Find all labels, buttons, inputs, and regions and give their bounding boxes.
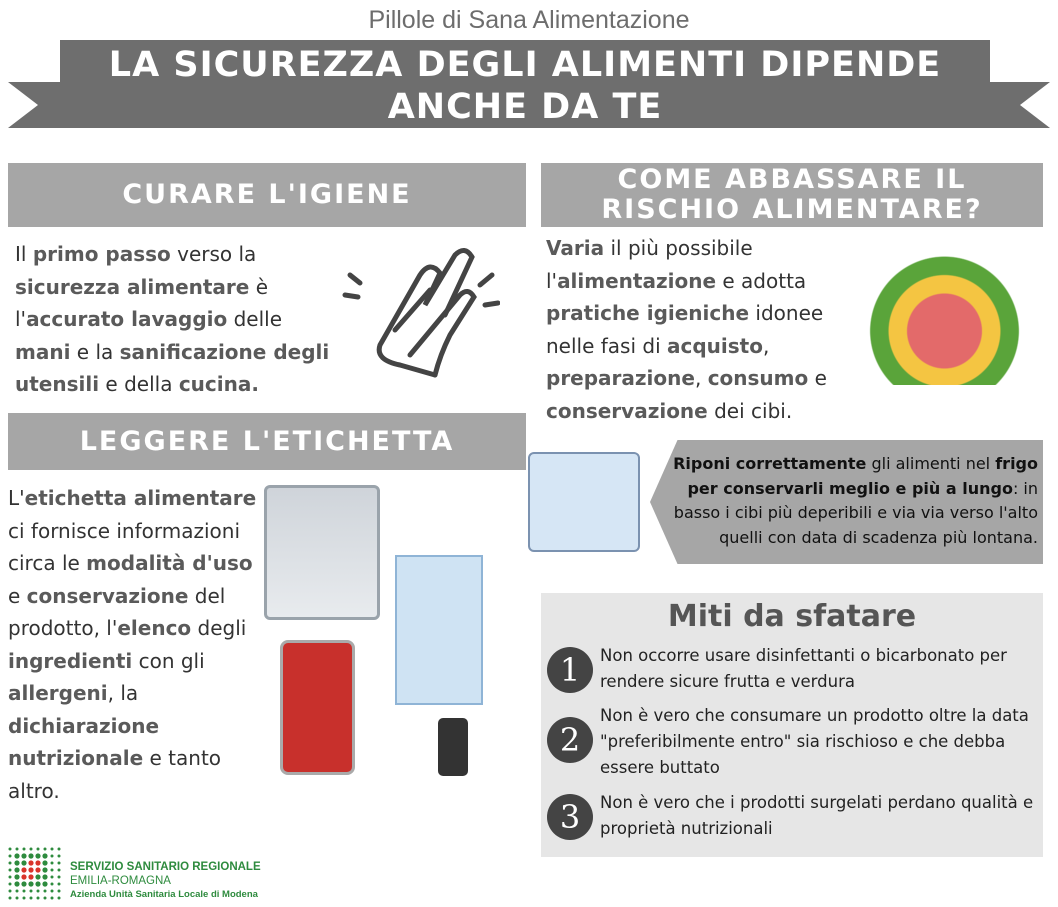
logo-dot [37, 848, 40, 851]
logo-dot [42, 881, 47, 886]
igiene-heading: CURARE L'IGIENE [8, 163, 526, 227]
text-segment: , [762, 333, 770, 358]
title-line-2: ANCHE DA TE [387, 87, 663, 127]
highlighted-text: etichetta alimentare [24, 486, 257, 510]
logo-dot [28, 881, 33, 886]
text-segment: , la [107, 681, 139, 705]
logo-dot [9, 855, 12, 858]
logo-dot [35, 874, 40, 879]
text-segment: Il [15, 242, 33, 266]
logo-dot [37, 890, 40, 893]
text-segment: gli alimenti nel [866, 454, 996, 473]
logo-dot [30, 897, 33, 900]
highlighted-text: Riponi correttamente [673, 454, 867, 473]
logo-dot [44, 897, 47, 900]
text-segment: verso la [170, 242, 257, 266]
myth-number: 3 [547, 794, 593, 840]
text-segment: e [8, 583, 27, 608]
etichetta-heading: LEGGERE L'ETICHETTA [8, 413, 526, 470]
logo-dot [58, 883, 61, 886]
highlighted-text: conservazione [546, 398, 708, 423]
fridge-tip-text [658, 452, 1038, 550]
supermarket-shelf-illustration [264, 485, 380, 620]
highlighted-text: allergeni [8, 681, 108, 705]
logo-dot [58, 890, 61, 893]
logo-dot [16, 897, 19, 900]
logo-dot [51, 848, 54, 851]
logo-dot [42, 853, 47, 858]
logo-dot [21, 853, 26, 858]
phone-qr-illustration [438, 718, 468, 776]
logo-dot [30, 890, 33, 893]
subtitle: Pillole di Sana Alimentazione [368, 6, 690, 34]
ssr-logo [6, 845, 276, 903]
rischio-heading-line-1: COME ABBASSARE IL [617, 164, 967, 195]
logo-dot [58, 855, 61, 858]
logo-dot [44, 890, 47, 893]
myth-text: Non occorre usare disinfettanti o bicarbonato per rendere sicure frutta e verdura [600, 646, 1007, 691]
logo-dot [35, 867, 40, 872]
logo-dot [28, 853, 33, 858]
highlighted-text: accurato lavaggio [26, 307, 228, 331]
logo-dot [28, 874, 33, 879]
highlighted-text: sanificazione degli utensili [15, 339, 330, 396]
logo-dot [51, 890, 54, 893]
logo-dot [14, 881, 19, 886]
logo-dot [58, 862, 61, 865]
logo-dot [23, 890, 26, 893]
logo-dot [51, 883, 54, 886]
rischio-heading-line-2: RISCHIO ALIMENTARE? [601, 194, 983, 225]
logo-dot [9, 890, 12, 893]
logo-dot [58, 869, 61, 872]
logo-dot [51, 862, 54, 865]
highlighted-text: consumo [707, 366, 809, 390]
logo-dot [51, 869, 54, 872]
logo-dot [21, 881, 26, 886]
logo-dot [14, 874, 19, 879]
text-segment: , [694, 366, 708, 390]
highlighted-text: conservazione [26, 583, 189, 608]
text-segment: il più possibile l' [546, 236, 753, 293]
logo-dot [23, 897, 26, 900]
text-segment: delle [227, 307, 283, 331]
logo-dot [44, 848, 47, 851]
highlighted-text: primo passo [32, 242, 171, 266]
logo-dot [42, 874, 47, 879]
text-segment: : in basso i cibi più deperibili e via via verso l'alto quelli con data di scadenza più lontana. [673, 478, 1038, 547]
text-segment: L' [8, 486, 25, 510]
igiene-text [15, 238, 340, 401]
highlighted-text: ingredienti [8, 648, 133, 673]
text-segment: ci fornisce informazioni circa le [8, 518, 241, 575]
highlighted-text: Varia [546, 236, 605, 260]
highlighted-text: modalità d'uso [86, 551, 253, 575]
myth-number: 1 [547, 647, 593, 693]
text-segment: e [808, 366, 827, 390]
myth-number: 2 [547, 717, 593, 763]
logo-dot [28, 867, 33, 872]
logo-line-1: SERVIZIO SANITARIO REGIONALE [70, 861, 261, 873]
dot-grid-logo-icon [6, 845, 64, 903]
highlighted-text: mani [15, 339, 71, 364]
highlighted-text: frigo per conservarli meglio e più a lungo [687, 454, 1038, 498]
myth-text: Non è vero che consumare un prodotto oltre la data "preferibilmente entro" sia rischioso e che debba essere buttato [600, 706, 1029, 777]
text-segment: e tanto altro. [8, 746, 222, 803]
logo-dot [14, 860, 19, 865]
highlighted-text: alimentazione [557, 268, 717, 293]
logo-dot [23, 848, 26, 851]
highlighted-text: pratiche igieniche [546, 301, 750, 325]
text-segment: e della [99, 372, 179, 396]
logo-dot [42, 867, 47, 872]
food-group-illustration [852, 250, 1037, 385]
logo-dot [9, 848, 12, 851]
text-segment: del prodotto, l' [8, 583, 226, 640]
tomato-can-illustration [280, 640, 355, 775]
text-segment: dei cibi. [707, 398, 793, 423]
text-segment: con gli [132, 648, 205, 673]
hands-washing-icon [340, 235, 500, 385]
myths-box [541, 593, 1043, 857]
logo-dot [37, 897, 40, 900]
logo-dot [16, 848, 19, 851]
highlighted-text: preparazione [546, 366, 695, 390]
logo-dot [51, 897, 54, 900]
myths-title: Miti da sfatare [667, 599, 917, 634]
logo-dot [14, 867, 19, 872]
highlighted-text: elenco [117, 616, 192, 640]
logo-dot [21, 867, 26, 872]
logo-dot [58, 848, 61, 851]
logo-dot [30, 848, 33, 851]
logo-dot [9, 883, 12, 886]
logo-dot [9, 869, 12, 872]
logo-dot [9, 876, 12, 879]
logo-dot [51, 876, 54, 879]
logo-dot [51, 855, 54, 858]
text-segment: degli [191, 616, 247, 640]
myth-text: Non è vero che i prodotti surgelati perdano qualità e proprietà nutrizionali [600, 793, 1034, 838]
logo-dot [14, 853, 19, 858]
text-segment: e adotta [716, 268, 807, 293]
logo-dot [28, 860, 33, 865]
logo-line-3: Azienda Unità Sanitaria Locale di Modena [70, 889, 258, 900]
logo-dot [21, 874, 26, 879]
title-banner [60, 40, 990, 128]
logo-line-2: EMILIA-ROMAGNA [70, 875, 171, 887]
label-document-illustration [395, 555, 483, 705]
logo-dot [21, 860, 26, 865]
logo-dot [58, 897, 61, 900]
rischio-text [546, 232, 846, 427]
rischio-heading [541, 163, 1043, 227]
logo-dot [42, 860, 47, 865]
logo-dot [35, 860, 40, 865]
logo-dot [35, 853, 40, 858]
text-segment: e la [70, 339, 120, 364]
title-line-1: LA SICUREZZA DEGLI ALIMENTI DIPENDE [108, 45, 942, 85]
highlighted-text: sicurezza alimentare [15, 274, 250, 299]
text-segment: idonee nelle fasi di [546, 301, 824, 358]
highlighted-text: cucina. [178, 372, 259, 396]
highlighted-text: acquisto [667, 333, 763, 358]
highlighted-text: dichiarazione nutrizionale [8, 713, 160, 770]
etichetta-text [8, 482, 260, 807]
logo-dot [35, 881, 40, 886]
logo-dot [9, 897, 12, 900]
logo-dot [9, 862, 12, 865]
logo-dot [58, 876, 61, 879]
fridge-illustration [528, 452, 640, 552]
text-segment: è l' [15, 274, 269, 331]
logo-dot [16, 890, 19, 893]
